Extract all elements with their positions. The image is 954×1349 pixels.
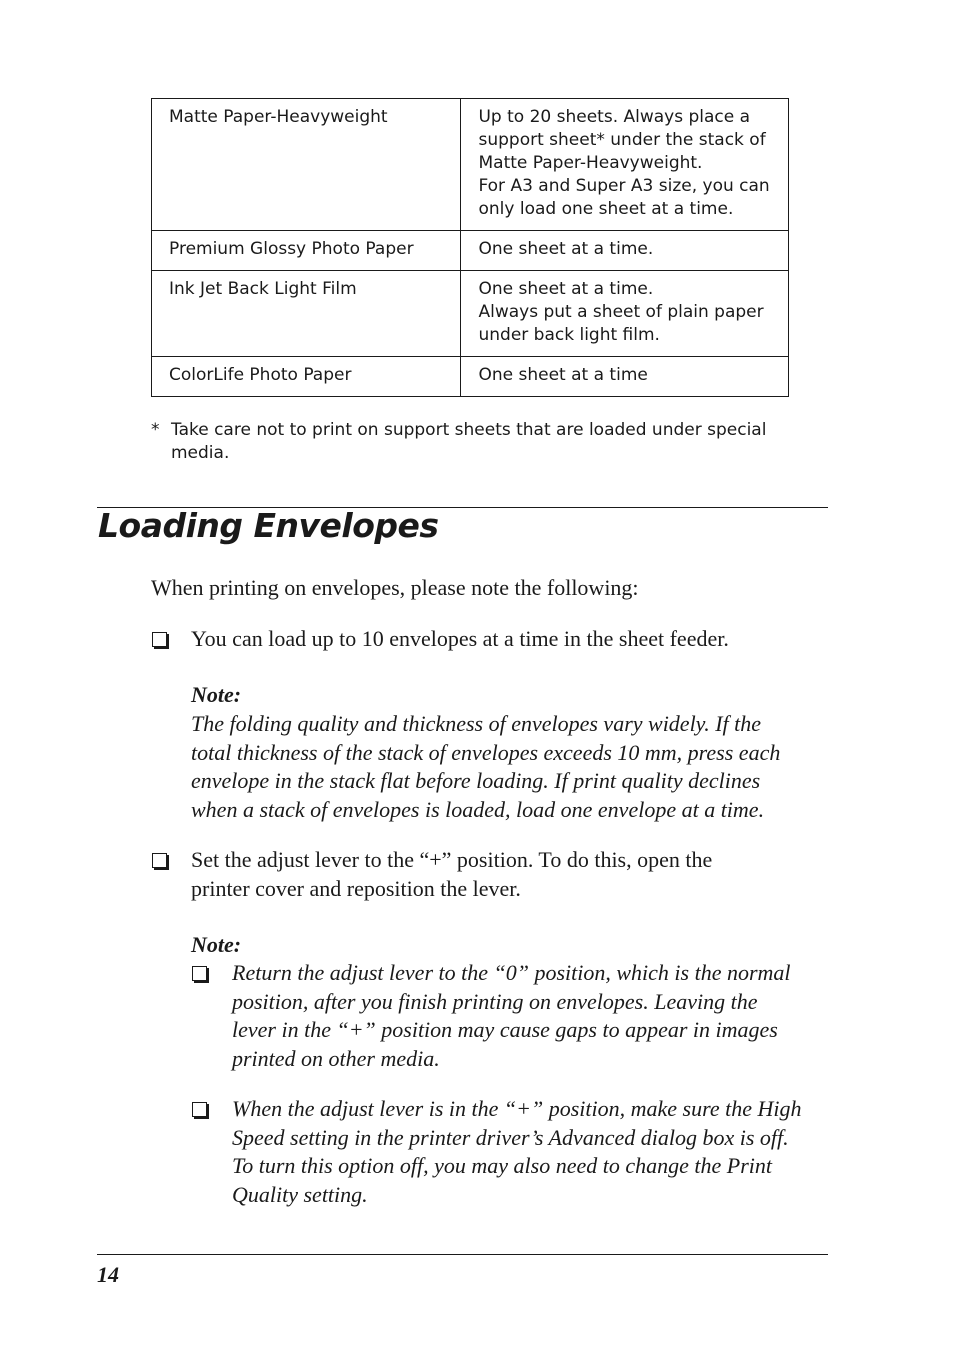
media-capacity (461, 271, 789, 357)
section-title: Loading Envelopes (98, 506, 439, 545)
note-line: The folding quality and thickness of envelopes vary widely. If the (191, 711, 762, 736)
capacity-line: under back light film. (478, 325, 660, 345)
footnote-mark: * (151, 420, 160, 440)
media-capacity (461, 99, 789, 231)
note-line: lever in the “+” position may cause gaps to appear in images (232, 1017, 778, 1042)
table-row (152, 357, 789, 397)
media-name: Matte Paper-Heavyweight (152, 99, 461, 231)
note-line: To turn this option off, you may also need to change the Print (232, 1153, 772, 1178)
note-line: When the adjust lever is in the “+” position, make sure the High (232, 1096, 802, 1121)
note-line: total thickness of the stack of envelopes exceeds 10 mm, press each (191, 739, 781, 765)
media-name: ColorLife Photo Paper (152, 357, 461, 397)
capacity-line: only load one sheet at a time. (478, 199, 734, 219)
bullet-line: printer cover and reposition the lever. (191, 875, 521, 901)
capacity-line: One sheet at a time. (478, 279, 654, 299)
checkbox-bullet-icon (152, 853, 167, 868)
page-number: 14 (97, 1262, 119, 1287)
note-item (232, 959, 832, 1073)
table-row (152, 99, 789, 231)
capacity-line: Always put a sheet of plain paper (478, 302, 764, 322)
media-capacity (461, 357, 789, 397)
note-line: printed on other media. (232, 1045, 440, 1071)
note-line: when a stack of envelopes is loaded, load one envelope at a time. (191, 796, 765, 822)
checkbox-bullet-icon (192, 966, 207, 981)
note-line: Return the adjust lever to the “0” position, which is the normal (232, 960, 791, 985)
media-name: Ink Jet Back Light Film (152, 271, 461, 357)
note-label: Note: (191, 932, 242, 957)
note-line: Quality setting. (232, 1181, 368, 1207)
media-capacity (461, 231, 789, 271)
note-text (191, 710, 831, 824)
bullet-text (191, 846, 831, 903)
bullet-text: You can load up to 10 envelopes at a time in the sheet feeder. (191, 626, 729, 651)
note-line: envelope in the stack flat before loading. If print quality declines (191, 768, 761, 793)
footer-rule (97, 1254, 828, 1255)
capacity-line: support sheet* under the stack of (478, 130, 766, 150)
footnote (151, 419, 811, 465)
bullet-line: Set the adjust lever to the “+” position. To do this, open the (191, 847, 713, 872)
footnote-text: Take care not to print on support sheets that are loaded under special media. (171, 420, 767, 463)
capacity-line: Up to 20 sheets. Always place a (478, 107, 751, 127)
checkbox-bullet-icon (152, 632, 167, 647)
table-row (152, 231, 789, 271)
capacity-line: Matte Paper-Heavyweight. (478, 153, 703, 173)
note-item (232, 1095, 832, 1209)
media-name: Premium Glossy Photo Paper (152, 231, 461, 271)
intro-text: When printing on envelopes, please note the following: (151, 575, 639, 600)
checkbox-bullet-icon (192, 1102, 207, 1117)
table-row (152, 271, 789, 357)
media-table (151, 98, 789, 397)
capacity-line: One sheet at a time (478, 365, 648, 385)
capacity-line: One sheet at a time. (478, 239, 654, 259)
note-line: position, after you finish printing on envelopes. Leaving the (232, 988, 758, 1014)
note-line: Speed setting in the printer driver’s Advanced dialog box is off. (232, 1124, 789, 1150)
note-label: Note: (191, 682, 242, 707)
capacity-line: For A3 and Super A3 size, you can (478, 176, 770, 196)
